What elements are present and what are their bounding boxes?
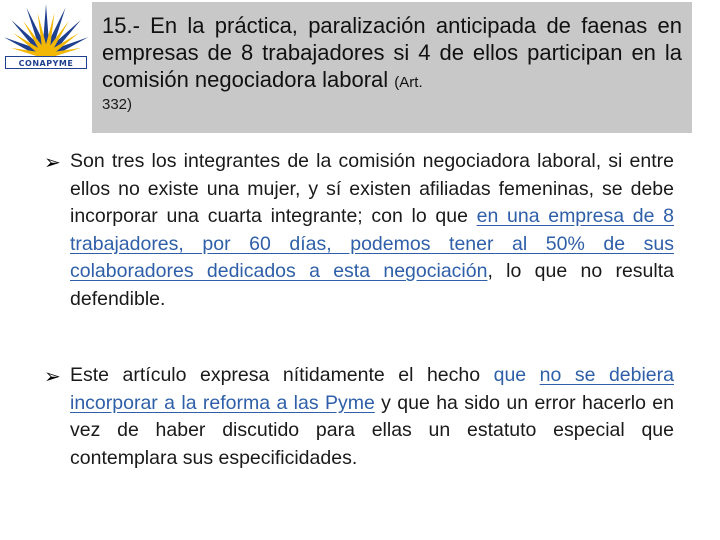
conapyme-logo (0, 0, 92, 72)
slide-title-box (92, 2, 692, 133)
slide-title (102, 12, 682, 96)
logo-wordmark: CONAPYME (5, 56, 87, 69)
bullet-2-text-after: y que ha sido un error hacerlo en vez de haber discutido para ellas un estatuto especial que contemplara sus especificidades. (70, 391, 674, 469)
bullet-1-text-before: Son tres los integrantes de la comisión negociadora laboral, si entre ellos no existe una mujer, y sí existen afiliadas femeninas, se debe incorporar una cuarta integrante; con lo que (70, 150, 674, 227)
arrow-bullet-icon: ➢ (44, 364, 61, 388)
bullet-point-1 (44, 148, 674, 313)
title-article-ref-open: (Art. (394, 74, 423, 91)
bullet-point-2 (44, 362, 674, 472)
title-article-ref-close: 332) (102, 96, 133, 113)
arrow-bullet-icon: ➢ (44, 150, 61, 174)
bullet-1-highlight: en una empresa de 8 trabajadores, por 60 días, podemos tener al 50% de sus colaboradores dedicados a esta negociación (70, 205, 674, 282)
bullet-2-text-before: Este artículo expresa nítidamente el hecho (70, 364, 494, 386)
bullet-1-text-after: , lo que no resulta defendible. (70, 260, 674, 310)
sunburst-logo-icon (0, 0, 92, 60)
bullet-2-highlight: no se debiera incorporar a la reforma a las Pyme (70, 364, 674, 414)
title-main-text: 15.- En la práctica, paralización anticipada de faenas en empresas de 8 trabajadores si 4 de ellos participan en la comisión negociadora laboral (102, 13, 682, 92)
bullet-2-que: que (493, 364, 540, 386)
